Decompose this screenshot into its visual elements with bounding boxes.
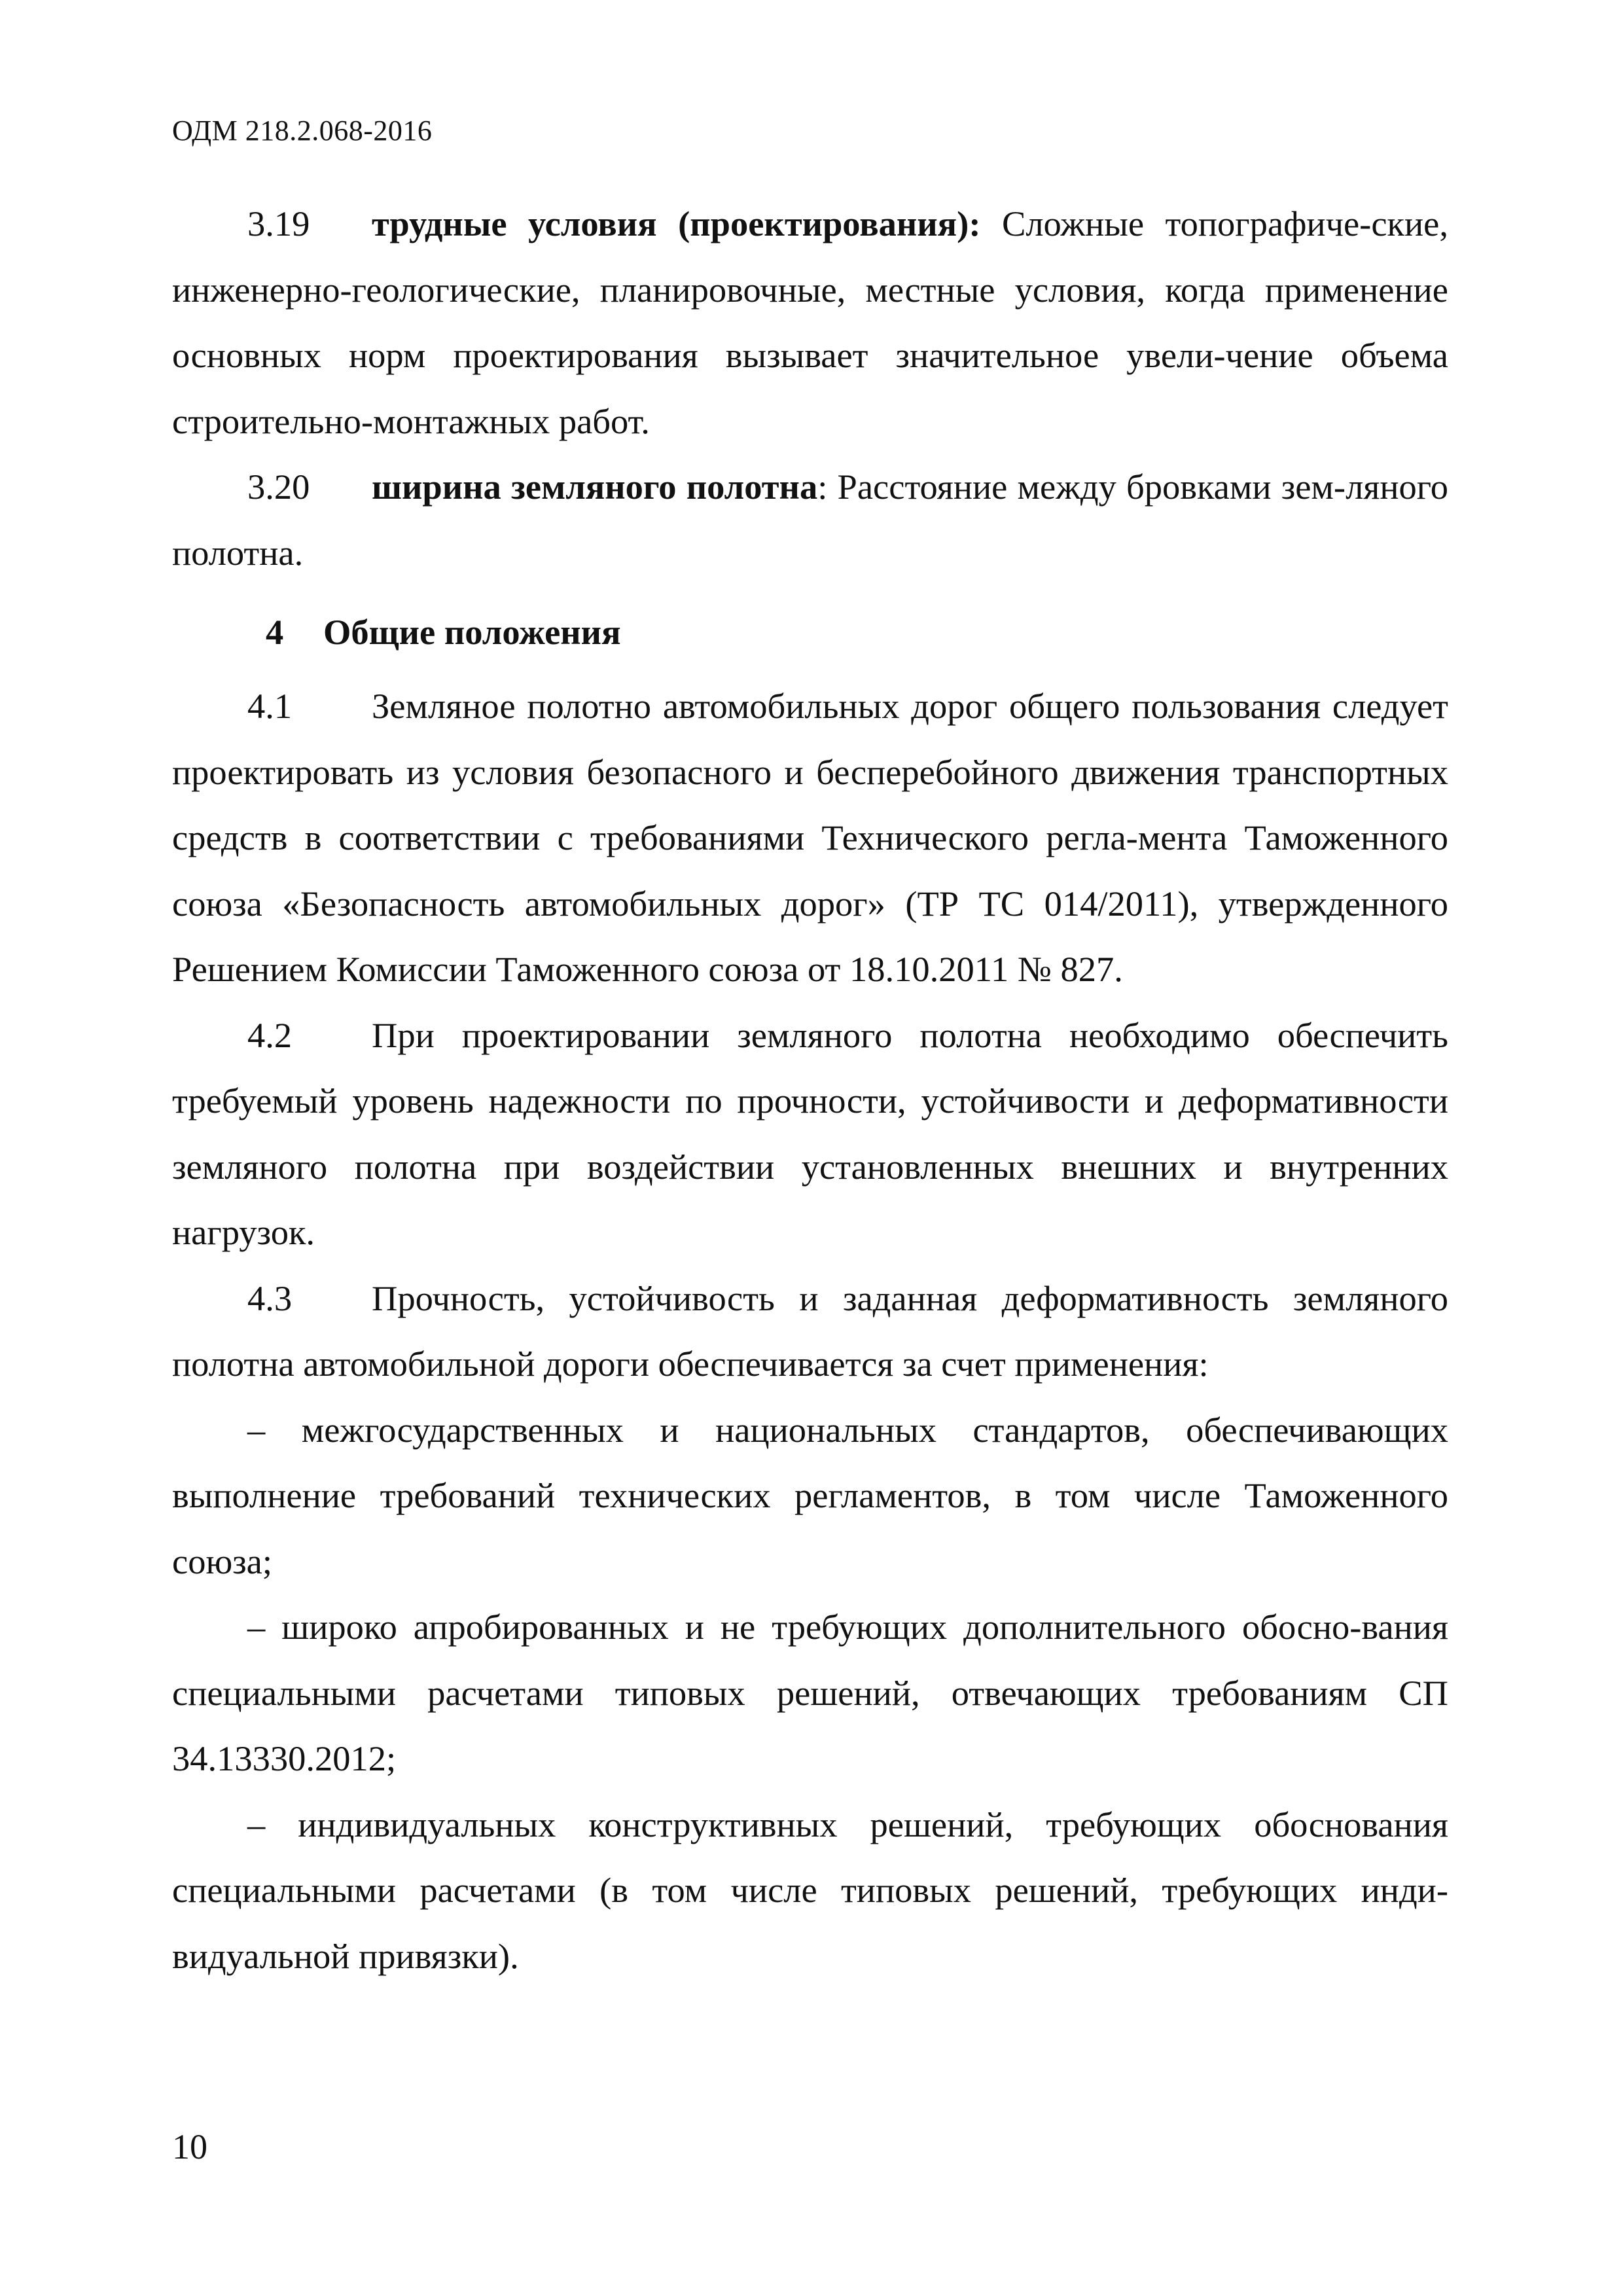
clause-4-2 <box>172 1003 1448 1266</box>
clause-number: 3.20 <box>247 467 310 507</box>
document-code-header: ОДМ 218.2.068-2016 <box>172 115 433 147</box>
term-bold: трудные условия (проектирования): <box>372 204 981 243</box>
term-bold: ширина земляного полотна <box>372 467 818 507</box>
clause-number: 3.19 <box>247 204 310 243</box>
clause-text: При проектировании земляного полотна необходимо обеспечить требуемый уровень надежности по прочности, устойчивости и деформативности земляного полотна при воздействии установленных внешних и внутренних нагрузок. <box>172 1014 1448 1252</box>
list-item: – индивидуальных конструктивных решений, требующих обоснования специальными расчетами (в том числе типовых решений, требующих инди-видуальной привязки). <box>172 1804 1448 1976</box>
clause-number: 4.1 <box>247 686 293 726</box>
section-title: Общие положения <box>323 612 621 652</box>
page-number: 10 <box>172 2127 207 2166</box>
section-heading-4 <box>172 586 1448 673</box>
clause-3-20 <box>172 454 1448 586</box>
clause-4-3 <box>172 1266 1448 1397</box>
clause-text: Прочность, устойчивость и заданная деформативность земляного полотна автомобильной дороги обеспечивается за счет применения: <box>172 1278 1448 1384</box>
list-item: – межгосударственных и национальных стандартов, обеспечивающих выполнение требований технических регламентов, в том числе Таможенного союза; <box>172 1409 1448 1581</box>
clause-4-1 <box>172 673 1448 1003</box>
clause-text: : Расстояние между бровками зем-ляного полотна. <box>172 467 1448 573</box>
document-body <box>172 191 1448 1989</box>
clause-number: 4.2 <box>247 1014 293 1055</box>
list-item: – широко апробированных и не требующих дополнительного обосно-вания специальными расчетами типовых решений, отвечающих требованиям СП 34.13330.2012; <box>172 1607 1448 1778</box>
clause-number: 4.3 <box>247 1278 293 1318</box>
clause-text: Сложные топографиче-ские, инженерно-геологические, планировочные, местные условия, когда применение основных норм проектирования вызывает значительное увели-чение объема строительно-монтажных работ. <box>172 204 1448 441</box>
clause-text: Земляное полотно автомобильных дорог общего пользования следует проектировать из условия безопасного и бесперебойного движения транспортных средств в соответствии с требованиями Технического регла-мента Таможенного союза «Безопасность автомобильных дорог» (ТР ТС 014/2011), утвержденного Решением Комиссии Таможенного союза от 18.10.2011 № 827. <box>172 686 1448 989</box>
clause-3-19 <box>172 191 1448 454</box>
section-number: 4 <box>266 612 284 652</box>
